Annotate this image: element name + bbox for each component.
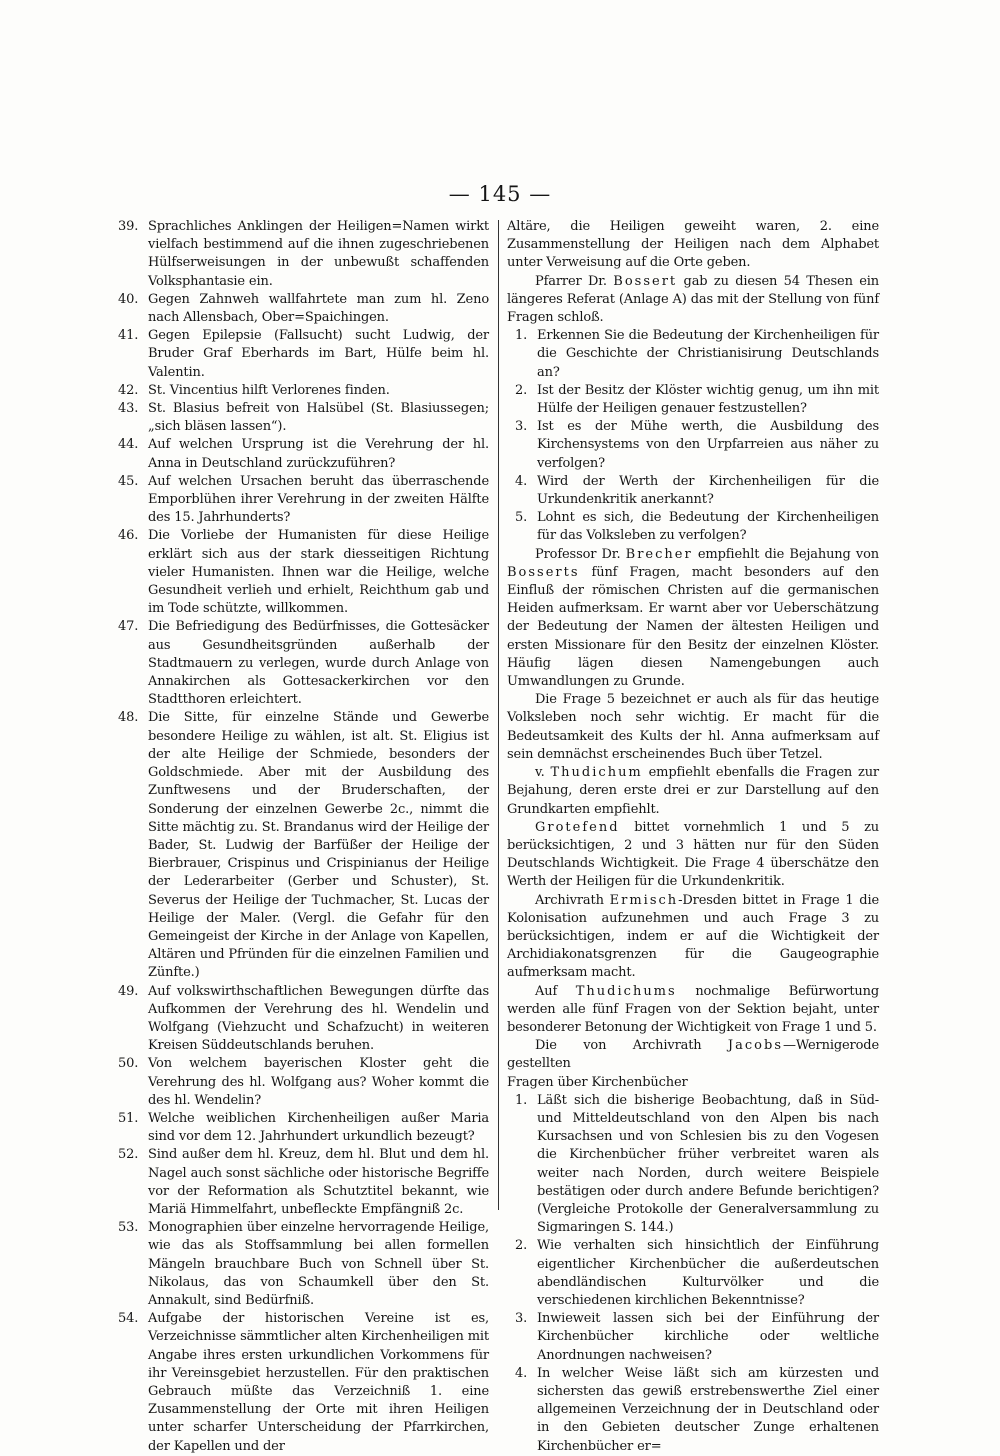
thesis-number: 52. <box>118 1147 139 1163</box>
thesis-text: Die Sitte, für einzelne Stände und Gewerbe besondere Heilige zu wählen, ist alt. St. Eligius ist der alte Heilige der Schmiede, besonders der Goldschmiede. Aber mit der Ausbildung des Zunftwesens und der Bruderschaften, der Sonderung der einzelnen Gewerbe 2c., nimmt die Sitte mächtig zu. St. Brandanus wird der Heilige der Bader, St. Ludwig der Barfüßer der Heilige der Bierbrauer, Crispinus und Crispinianus der Heilige der Lederarbeiter (Gerber und Schuster), St. Severus der Heilige der Tuchmacher, St. Lucas der Heilige der Maler. (Vergl. die Gefahr für den Gemeingeist der Kirche in der Anlage von Kapellen, Altären und Pfründen für die einzelnen Familien und Zünfte.) <box>148 710 489 981</box>
thesis-text: Auf welchen Ursprung ist die Verehrung der hl. Anna in Deutschland zurückzuführen? <box>148 437 489 471</box>
text-run: Pfarrer Dr. <box>535 273 614 289</box>
thesis-text: Sind außer dem hl. Kreuz, dem hl. Blut und dem hl. Nagel auch sonst sächliche oder historische Begriffe vor der Reformation als Schutztitel bekannt, wie Mariä Himmelfahrt, unbefleckte Empfängniß 2c. <box>148 1147 489 1217</box>
thesis-text: St. Vincentius hilft Verlorenes finden. <box>148 382 390 398</box>
thesis-text: St. Blasius befreit von Halsübel (St. Blasiussegen; „sich bläsen lassen“). <box>148 401 489 435</box>
kirchenbuch-question-3 <box>507 1310 879 1365</box>
continuation-text: Altäre, die Heiligen geweiht waren, 2. eine Zusammenstellung der Heiligen nach dem Alphabet unter Verweisung auf die Orte geben. <box>507 219 879 271</box>
thesis-number: 44. <box>118 437 139 453</box>
text-run: -Dresden bittet in Frage 1 die Kolonisation aufzunehmen und auch Frage 3 zu berücksichtigen, indem er auf die Wichtigkeit der Archidiakonatsgrenzen für die Gaugeographie aufmerksam macht. <box>507 892 879 981</box>
thesis-44 <box>118 436 489 472</box>
question-number: 4. <box>515 473 528 489</box>
thesis-number: 43. <box>118 401 139 417</box>
person-name: Thudichums <box>575 983 677 999</box>
person-name: Grotefend <box>535 819 620 835</box>
grotefend-paragraph <box>507 819 879 892</box>
question-number: 3. <box>515 419 528 435</box>
thesis-53 <box>118 1219 489 1310</box>
thesis-number: 45. <box>118 473 139 489</box>
thesis-42 <box>118 382 489 400</box>
thesis-text: Auf volkswirthschaftlichen Bewegungen dürfte das Aufkommen der Verehrung des hl. Wendelin und Wolfgang (Viehzucht und Schafzucht) in weiteren Kreisen Süddeutschlands beruhen. <box>148 983 489 1054</box>
text-run: nochmalige Befürwortung werden alle fünf Fragen von der Sektion bejaht, unter besonderer Betonung der Wichtigkeit von Frage 1 und 5. <box>507 983 880 1035</box>
thesis-number: 49. <box>118 983 139 999</box>
thesis-45 <box>118 473 489 528</box>
question-text: In welcher Weise läßt sich am kürzesten und sichersten das gewiß erstrebenswerthe Ziel einer allgemeinen Verzeichnung der in Deutschland oder in den Gebieten deutscher Zunge erhaltenen Kirchenbücher er= <box>537 1365 879 1454</box>
person-name: Jacobs <box>727 1038 783 1054</box>
question-number: 2. <box>515 382 528 398</box>
thesis-49 <box>118 983 489 1056</box>
question-text: Wird der Werth der Kirchenheiligen für die Urkundenkritik anerkannt? <box>537 473 879 508</box>
thesis-51 <box>118 1110 489 1146</box>
text-run: Archivrath <box>535 892 610 908</box>
question-3 <box>507 418 879 473</box>
text-run: v. <box>535 765 551 781</box>
thudichum-paragraph <box>507 764 879 819</box>
thesis-number: 50. <box>118 1056 139 1072</box>
jacobs-paragraph <box>507 1037 879 1073</box>
person-name: Brecher <box>625 546 693 562</box>
question-4 <box>507 473 879 509</box>
question-number: 3. <box>515 1311 528 1327</box>
text-run: Die von Archivrath <box>535 1038 728 1054</box>
question-number: 1. <box>515 328 528 344</box>
kirchenbuch-question-2 <box>507 1237 879 1310</box>
bossert-paragraph <box>507 273 879 328</box>
thesis-text: Aufgabe der historischen Vereine ist es, Verzeichnisse sämmtlicher alten Kirchenheiligen mit Angabe ihres ersten urkundlichen Vorkommens für ihr Vereinsgebiet herzustellen. Für den praktischen Gebrauch müßte das Verzeichniß 1. eine Zusammenstellung der Orte mit ihren Heiligen unter scharfer Unterscheidung der Pfarrkirchen, der Kapellen und der <box>148 1311 489 1454</box>
left-column <box>118 218 489 1456</box>
thesis-48 <box>118 709 489 982</box>
question-1 <box>507 327 879 382</box>
question-text: Lohnt es sich, die Bedeutung der Kirchenheiligen für das Volksleben zu verfolgen? <box>537 510 879 544</box>
thesis-number: 51. <box>118 1110 139 1126</box>
thesis-50 <box>118 1055 489 1110</box>
text-run: fünf Fragen, macht besonders auf den Einfluß der römischen Christen auf die germanischen Heiden aufmerksam. Er warnt aber vor Ueberschätzung der Bedeutung der Namen der ältesten Heiligen und ersten Missionare für den Besitz der einzelnen Klöster. Häufig lägen diesen Namengebungen auch Umwandlungen zu Grunde. <box>507 564 879 690</box>
person-name: Bossert <box>613 273 678 289</box>
question-text: Ist es der Mühe werth, die Ausbildung des Kirchensystems von den Urpfarreien aus näher zu verfolgen? <box>537 419 879 471</box>
question-number: 5. <box>515 510 528 526</box>
kirchenbuch-question-4 <box>507 1365 879 1456</box>
sektion-paragraph <box>507 983 879 1038</box>
kirchenbuecher-heading: Fragen über Kirchenbücher <box>507 1074 688 1090</box>
kirchenbuch-question-1 <box>507 1092 879 1238</box>
person-name: Ermisch <box>609 892 679 908</box>
thesis-text: Welche weiblichen Kirchenheiligen außer Maria sind vor dem 12. Jahrhundert urkundlich bezeugt? <box>148 1110 489 1145</box>
question-number: 1. <box>515 1092 528 1108</box>
thesis-47 <box>118 618 489 709</box>
thesis-39 <box>118 218 489 291</box>
thesis-text: Monographien über einzelne hervorragende Heilige, wie das als Stoffsammlung bei allen formellen Mängeln brauchbare Buch von Schnell über St. Nikolaus, das von Schaumkell über den St. Annakult, sind Bedürfniß. <box>148 1220 489 1308</box>
thesis-41 <box>118 327 489 382</box>
column-divider <box>498 220 499 1210</box>
thesis-number: 39. <box>118 219 139 234</box>
thesis-text: Sprachliches Anklingen der Heiligen=Namen wirkt vielfach bestimmend auf die ihnen zugeschriebenen Hülfserweisungen in der unbewußt schaffenden Volksphantasie ein. <box>148 219 489 289</box>
thesis-number: 54. <box>118 1311 139 1327</box>
thesis-number: 46. <box>118 528 139 544</box>
thesis-number: 40. <box>118 291 139 307</box>
question-number: 4. <box>515 1365 528 1381</box>
question-text: Wie verhalten sich hinsichtlich der Einführung eigentlicher Kirchenbücher die außerdeutschen abendländischen Kulturvölker und die verschiedenen kirchlichen Bekenntnisse? <box>537 1238 879 1308</box>
question-text: Inwieweit lassen sich bei der Einführung der Kirchenbücher kirchliche oder weltliche Anordnungen nachweisen? <box>537 1311 879 1363</box>
person-name: Thudichum <box>550 765 643 781</box>
frage5-paragraph: Die Frage 5 bezeichnet er auch als für das heutige Volksleben noch sehr wichtig. Er macht für die Bedeutsamkeit des Kults der hl. Anna aufmerksam auf sein demnächst erscheinendes Buch über Tetzel. <box>507 692 879 762</box>
thesis-number: 47. <box>118 619 139 635</box>
thesis-number: 48. <box>118 710 139 726</box>
text-run: —Wernigerode gestellten <box>507 1038 879 1072</box>
thesis-text: Gegen Epilepsie (Fallsucht) sucht Ludwig, der Bruder Graf Eberhards im Bart, Hülfe beim hl. Valentin. <box>148 328 489 380</box>
thesis-number: 53. <box>118 1220 139 1236</box>
right-column <box>507 218 879 1456</box>
ermisch-paragraph <box>507 892 879 983</box>
text-run: Professor Dr. <box>535 546 626 562</box>
page-number: — 145 — <box>448 182 552 206</box>
text-run: gab zu diesen 54 Thesen ein längeres Referat (Anlage A) das mit der Stellung von fünf Fragen schloß. <box>507 273 879 326</box>
thesis-text: Von welchem bayerischen Kloster geht die Verehrung des hl. Wolfgang aus? Woher kommt die des hl. Wendelin? <box>148 1056 489 1108</box>
text-run: empfiehlt ebenfalls die Fragen zur Bejahung, deren erste drei er zur Darstellung auf den Grundkarten empfiehlt. <box>507 765 879 817</box>
thesis-46 <box>118 527 489 618</box>
question-2 <box>507 382 879 418</box>
text-run: empfiehlt die Bejahung von <box>692 546 879 562</box>
question-text: Erkennen Sie die Bedeutung der Kirchenheiligen für die Geschichte der Christianisirung Deutschlands an? <box>537 328 879 380</box>
thesis-40 <box>118 291 489 327</box>
person-name: Bosserts <box>507 564 580 580</box>
thesis-54 <box>118 1310 489 1456</box>
text-run: Auf <box>535 983 576 999</box>
thesis-number: 41. <box>118 328 139 344</box>
brecher-paragraph <box>507 546 879 692</box>
text-run: bittet vornehmlich 1 und 5 zu berücksichtigen, 2 und 3 hätten nur für den Süden Deutschlands Wichtigkeit. Die Frage 4 überschätze den Werth der Heiligen für die Urkundenkritik. <box>507 819 879 890</box>
thesis-52 <box>118 1146 489 1219</box>
question-text: Läßt sich die bisherige Beobachtung, daß in Süd- und Mitteldeutschland von den Alpen bis nach Kursachsen und von Schlesien bis zu den Vogesen die Kirchenbücher früher verbreitet waren als weiter nach Norden, durch weitere Beispiele bestätigen oder durch andere Befunde berichtigen? (Vergleiche Protokolle der Generalversammlung zu Sigmaringen S. 144.) <box>537 1092 879 1236</box>
thesis-number: 42. <box>118 382 139 398</box>
thesis-text: Gegen Zahnweh wallfahrtete man zum hl. Zeno nach Allensbach, Ober=Spaichingen. <box>148 291 489 326</box>
thesis-text: Auf welchen Ursachen beruht das überraschende Emporblühen ihrer Verehrung in der zweiten Hälfte des 15. Jahrhunderts? <box>148 473 489 526</box>
thesis-43 <box>118 400 489 436</box>
question-text: Ist der Besitz der Klöster wichtig genug, um ihn mit Hülfe der Heiligen genauer festzustellen? <box>537 382 879 417</box>
thesis-text: Die Befriedigung des Bedürfnisses, die Gottesäcker aus Gesundheitsgründen außerhalb der Stadtmauern zu verlegen, wurde durch Anlage von Annakirchen als Gottesackerkirchen vor den Stadtthoren erleichtert. <box>148 619 489 708</box>
question-5 <box>507 509 879 545</box>
thesis-text: Die Vorliebe der Humanisten für diese Heilige erklärt sich aus der stark diesseitigen Richtung vieler Humanisten. Ihnen war die Heilige, welche Gesundheit verlieh und erhielt, Reichthum gab und im Tode schützte, willkommen. <box>148 528 489 617</box>
question-number: 2. <box>515 1238 528 1254</box>
